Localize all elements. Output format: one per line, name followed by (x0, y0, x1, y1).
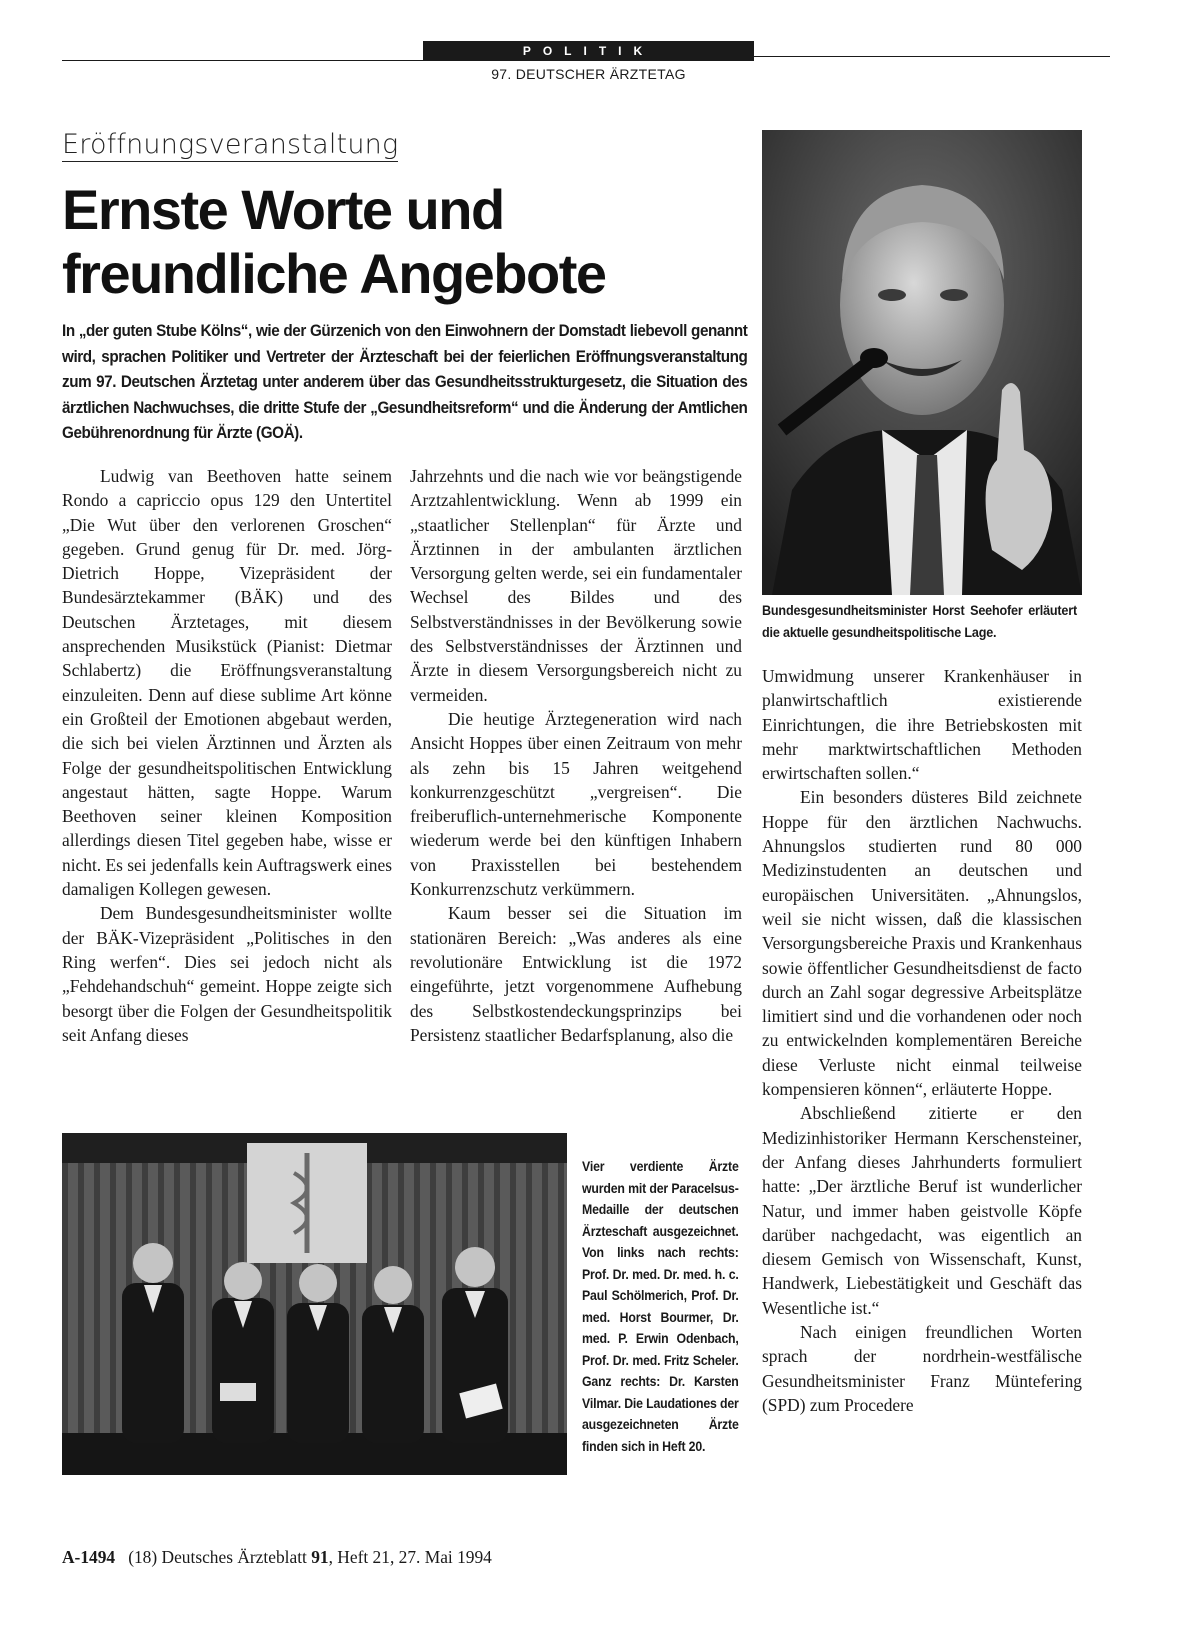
paragraph: Die heutige Ärztegeneration wird nach Ansicht Hoppes über einen Zeitraum von mehr als zehn bis 15 Jahren weitgehend konkurrenzgeschützt „vergreisen“. Die freiberuflich-unternehmerische Komponente wiederum werde bei den künftigen Inhabern von Praxisstellen bei bestehendem Konkurrenzschutz verkümmern. (410, 708, 742, 900)
headline-line-2: freundliche Angebote (62, 242, 606, 305)
paragraph: Umwidmung unserer Krankenhäuser in planwirtschaftlich existierende Einrichtungen, die ihre Betriebskosten mit mehr marktwirtschaftlichen Methoden erwirtschaften sollen.“ (762, 666, 1082, 784)
paragraph: Abschließend zitierte er den Medizinhistoriker Hermann Kerschensteiner, der Anfang dieses Jahrhunderts formuliert hatte: „Der ärztliche Beruf ist wunderlicher Natur, und immer haben geistvolle Köpfe darüber nachgedacht, was eigentlich an diesem Gemisch von Wissenschaft, Kunst, Handwerk, Liebestätigkeit und Geschäft das Wesentliche ist.“ (762, 1103, 1082, 1318)
section-bar: POLITIK (423, 41, 754, 61)
article-kicker: Eröffnungsveranstaltung (62, 129, 399, 160)
article-column-1 (62, 464, 392, 1047)
subsection-label: 97. DEUTSCHER ÄRZTETAG (491, 66, 686, 82)
group-caption: Vier verdiente Ärzte wurden mit der Paracelsus-Medaille der deutschen Ärzteschaft ausgezeichnet. Von links nach rechts: Prof. Dr. med. Dr. med. h. c. Paul Schölmerich, Prof. Dr. med. Horst Bourmer, Dr. med. P. Erwin Odenbach, Prof. Dr. med. Fritz Scheler. Ganz rechts: Dr. Karsten Vilmar. Die Laudationes der ausgezeichneten Ärzte finden sich in Heft 20. (582, 1158, 739, 1454)
portrait-photo-image (762, 130, 1082, 595)
footer-issue-date: , Heft 21, 27. Mai 1994 (328, 1547, 492, 1567)
article-headline (62, 178, 702, 306)
footer-volume: 91 (311, 1547, 329, 1567)
portrait-caption: Bundesgesundheitsminister Horst Seehofer erläutert die aktuelle gesundheitspolitische Lage. (762, 602, 1077, 640)
article-lead: In „der guten Stube Kölns“, wie der Gürzenich von den Einwohnern der Domstadt liebevoll genannt wird, sprachen Politiker und Vertreter der Ärzteschaft bei der feierlichen Eröffnungsveranstaltung zum 97. Deutschen Ärztetag unter anderem über das Gesundheitsstrukturgesetz, die Situation des ärztlichen Nachwuchses, die dritte Stufe der „Gesundheitsreform“ und die Änderung der Amtlichen Gebührenordnung für Ärzte (GOÄ). (62, 322, 748, 443)
page-number: A-1494 (62, 1547, 116, 1567)
paragraph: Ein besonders düsteres Bild zeichnete Hoppe für den ärztlichen Nachwuchs. Ahnungslos studierten rund 80 000 Medizinstudenten an deutschen und europäischen Universitäten. „Ahnungslos, weil sie nicht wissen, daß die klassischen Versorgungsbereiche Praxis und Krankenhaus sowie öffentlicher Gesundheitsdienst de facto durch an Zahl sogar degressive Arbeitsplätze limitiert sind und die vorhandenen oder noch zu entwickelnden komplementären Bereiche diese Verluste nicht einmal teilweise kompensieren können“, erläuterte Hoppe. (762, 787, 1082, 1100)
paragraph: Kaum besser sei die Situation im stationären Bereich: „Was anderes als eine revolutionäre Entwicklung ist die 1972 eingeführte, jetzt vorgenommene Aufhebung des Selbstkostendeckungsprinzips bei Persistenz staatlicher Bedarfsplanung, also die (410, 903, 742, 1045)
group-photo-image (62, 1133, 567, 1475)
article-column-2 (410, 464, 742, 1047)
header-rule-left (62, 60, 424, 61)
page-footer (62, 1547, 492, 1568)
group-photo (62, 1133, 567, 1475)
paragraph: Nach einigen freundlichen Worten sprach der nordrhein-westfälische Gesundheitsminister Franz Müntefering (SPD) zum Procedere (762, 1322, 1082, 1415)
headline-line-1: Ernste Worte und (62, 178, 504, 241)
portrait-photo (762, 130, 1082, 595)
header-rule-right (754, 56, 1110, 57)
paragraph: Ludwig van Beethoven hatte seinem Rondo a capriccio opus 129 den Untertitel „Die Wut über den verlorenen Groschen“ gegeben. Grund genug für Dr. med. Jörg-Dietrich Hoppe, Vizepräsident der Bundesärztekammer (BÄK) und des Deutschen Ärztetages, mit diesem ansprechenden Musikstück (Pianist: Dietmar Schlabertz) die Eröffnungsveranstaltung einzuleiten. Denn auf diese sublime Art könne ein Großteil der Emotionen abgebaut werden, die sich bei vielen Ärztinnen und Ärzten als Folge der gesundheitspolitischen Entwicklung angestaut hätten, sagte Hoppe. Warum Beethoven seiner kleinen Komposition allerdings diesen Titel gegeben habe, wisse er nicht. Es sei jedenfalls kein Auftragswerk eines damaligen Kollegen gewesen. (62, 466, 392, 900)
paragraph: Dem Bundesgesundheitsminister wollte der BÄK-Vizepräsident „Politisches in den Ring werfen“. Dies sei jedoch nicht als „Fehdehandschuh“ gemeint. Hoppe zeigte sich besorgt über die Folgen der Gesundheitspolitik seit Anfang dieses (62, 903, 392, 1045)
article-column-3 (762, 664, 1082, 1417)
paragraph: Jahrzehnts und die nach wie vor beängstigende Arztzahlentwicklung. Wenn ab 1999 ein „staatlicher Stellenplan“ für Ärzte und Ärztinnen in der ambulanten ärztlichen Versorgung gelten werde, sei ein fundamentaler Wechsel des Bildes und des Selbstverständnisses in der Bevölkerung sowie des Selbstverständnisses der Ärztinnen und Ärzte in diesem Versorgungsbereich nicht zu vermeiden. (410, 466, 742, 705)
footer-journal: (18) Deutsches Ärzteblatt (128, 1547, 307, 1567)
